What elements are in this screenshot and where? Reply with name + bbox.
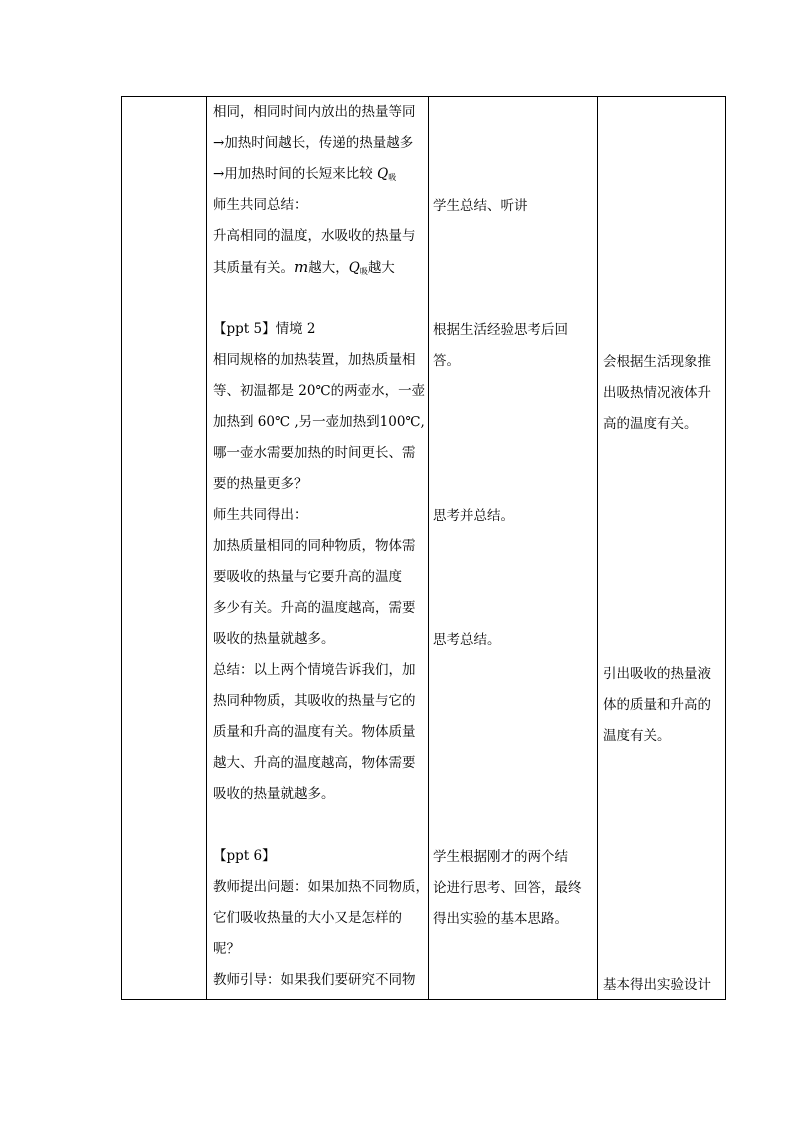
student-entry: 学生总结、听讲 [433,198,528,214]
intent-line: 出吸热情况液体升 [603,385,711,401]
lesson-table [121,96,726,1000]
ppt5-title: 【ppt 5】情境 2 [213,321,316,337]
text-line: 总结：以上两个情境告诉我们，加 [213,662,416,678]
text-line: 相同规格的加热装置，加热质量相 [213,352,416,368]
text-line: 教师提出问题：如果加热不同物质， [213,879,429,895]
student-entry: 思考总结。 [433,632,501,648]
q-symbol: Q [377,166,389,182]
intent-line: 体的质量和升高的 [603,697,711,713]
student-entry: 思考并总结。 [433,508,514,524]
student-entry: 根据生活经验思考后回 [433,322,568,338]
intent-line: 引出吸收的热量液 [603,666,711,682]
text-line: 等、初温都是 20℃的两壶水，一壶 [213,383,426,399]
text-line: 教师引导：如果我们要研究不同物 [213,972,416,988]
summary-title: 师生共同总结： [213,197,308,213]
student-activity-column [433,191,599,935]
text-line: 热同种物质，其吸收的热量与它的 [213,693,416,709]
teacher-activity-column [213,97,427,996]
text-line: 呢？ [213,941,240,957]
student-entry: 学生根据刚才的两个结 [433,849,568,865]
text-line: 要的热量更多？ [213,476,308,492]
text-line: 加热质量相同的同种物质，物体需 [213,538,416,554]
text-line [213,252,427,283]
text-line: 它们吸收热量的大小又是怎样的 [213,910,402,926]
text-line: 质量和升高的温度有关。物体质量 [213,724,416,740]
text-span: →用加热时间的长短来比较 [213,166,373,182]
text-line: 升高相同的温度，水吸收的热量与 [213,228,416,244]
text-span: 其质量有关。 [213,260,294,276]
text-line: 相同，相同时间内放出的热量等同 [213,104,416,120]
intent-line: 温度有关。 [603,728,671,744]
intent-line: 会根据生活现象推 [603,354,711,370]
text-span: 越大 [367,260,395,276]
student-entry: 论进行思考、回答，最终 [433,880,582,896]
text-line: 吸收的热量就越多。 [213,786,335,802]
text-line [213,159,427,190]
q-symbol: Q [348,260,360,276]
derive-title: 师生共同得出： [213,507,308,523]
ppt6-title: 【ppt 6】 [213,848,276,864]
text-line: →加热时间越长，传递的热量越多 [213,135,414,151]
column-divider-1 [206,97,207,999]
text-line: 要吸收的热量与它要升高的温度 [213,569,402,585]
m-symbol: m [294,258,309,276]
q-subscript: 吸 [359,267,368,276]
student-entry: 答。 [433,353,460,369]
q-subscript: 吸 [388,173,397,182]
text-span: 越大， [308,260,349,276]
text-line: 加热到 60℃ ,另一壶加热到100℃, [213,414,425,430]
text-line: 多少有关。升高的温度越高，需要 [213,600,416,616]
intent-line: 高的温度有关。 [603,416,698,432]
design-intent-block-2 [603,659,721,752]
text-line: 越大、升高的温度越高，物体需要 [213,755,416,771]
column-divider-2 [428,97,429,999]
design-intent-block-1 [603,347,721,440]
text-line: 吸收的热量就越多。 [213,631,335,647]
text-line: 哪一壶水需要加热的时间更长、需 [213,445,416,461]
intent-line: 基本得出实验设计 [603,977,711,993]
student-entry: 得出实验的基本思路。 [433,911,568,927]
design-intent-block-3 [603,970,721,1001]
